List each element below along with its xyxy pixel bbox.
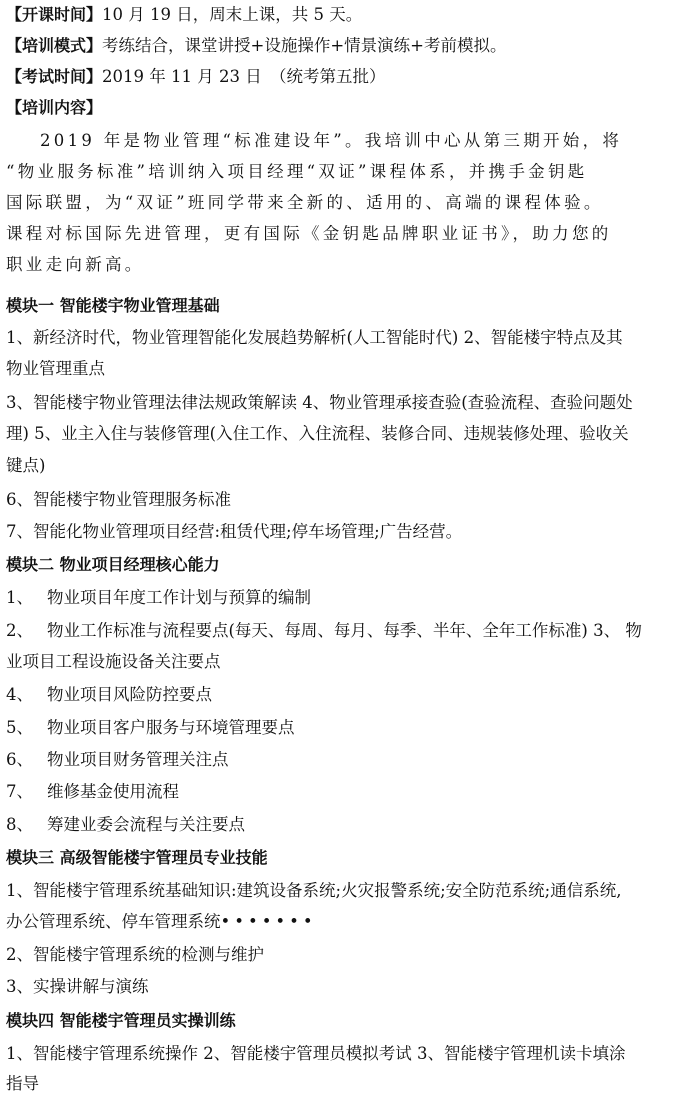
training-mode-row — [6, 35, 684, 57]
exam-time-label: 【考试时间】 — [6, 67, 103, 86]
ellipsis-dots: ••••••• — [220, 912, 317, 931]
module1-line: 7、智能化物业管理项目经营:租赁代理;停车场管理;广告经营。 — [6, 522, 463, 541]
item-text: 物业项目财务管理关注点 — [47, 750, 229, 769]
intro-line: 国际联盟，为“双证”班同学带来全新的、适用的、高端的课程体验。 — [6, 193, 604, 212]
module4-line: 指导 — [6, 1074, 39, 1093]
exam-time-row — [6, 66, 684, 88]
module2-item — [6, 684, 684, 706]
module2-item — [6, 781, 684, 803]
item-number: 2、 — [6, 621, 33, 640]
training-mode-label: 【培训模式】 — [6, 36, 103, 55]
item-text: 物业工作标准与流程要点(每天、每周、每月、每季、半年、全年工作标准) 3、 物 — [47, 621, 642, 640]
module1-line: 3、智能楼宇物业管理法律法规政策解读 4、物业管理承接查验(查验流程、查验问题处 — [6, 393, 633, 412]
training-content-row — [6, 97, 684, 119]
module1-line: 物业管理重点 — [6, 359, 105, 378]
start-time-label: 【开课时间】 — [6, 5, 103, 24]
module3-line: 1、智能楼宇管理系统基础知识:建筑设备系统;火灾报警系统;安全防范系统;通信系统, — [6, 881, 622, 900]
module2-item-continued: 业项目工程设施设备关注要点 — [6, 652, 221, 671]
module4-title: 模块四 智能楼宇管理员实操训练 — [6, 1011, 236, 1030]
item-text: 物业项目客户服务与环境管理要点 — [47, 718, 295, 737]
start-time-value: 10 月 19 日，周末上课，共 5 天。 — [102, 5, 363, 24]
module1-line: 6、智能楼宇物业管理服务标准 — [6, 490, 231, 509]
item-text: 维修基金使用流程 — [47, 782, 179, 801]
item-number: 4、 — [6, 685, 33, 704]
intro-line: 课程对标国际先进管理，更有国际《金钥匙品牌职业证书》，助力您的 — [6, 224, 612, 243]
training-content-label: 【培训内容】 — [6, 98, 103, 117]
module1-line: 1、新经济时代，物业管理智能化发展趋势解析(人工智能时代) 2、智能楼宇特点及其 — [6, 328, 623, 347]
module4-line: 1、智能楼宇管理系统操作 2、智能楼宇管理员模拟考试 3、智能楼宇管理机读卡填涂 — [6, 1044, 626, 1063]
item-number: 8、 — [6, 815, 33, 834]
module3-line-text: 办公管理系统、停车管理系统 — [6, 912, 221, 931]
item-number: 5、 — [6, 718, 33, 737]
module2-item — [6, 814, 684, 836]
item-text: 物业项目风险防控要点 — [47, 685, 212, 704]
module2-item — [6, 717, 684, 739]
intro-line: 2019 年是物业管理“标准建设年”。我培训中心从第三期开始，将 — [40, 131, 623, 150]
module2-item — [6, 749, 684, 771]
start-time-row — [6, 4, 684, 26]
module2-title: 模块二 物业项目经理核心能力 — [6, 555, 220, 574]
intro-paragraph — [6, 125, 686, 280]
item-text: 筹建业委会流程与关注要点 — [47, 815, 245, 834]
item-number: 7、 — [6, 782, 33, 801]
module3-line: 2、智能楼宇管理系统的检测与维护 — [6, 945, 264, 964]
item-number: 6、 — [6, 750, 33, 769]
module2-item — [6, 620, 684, 642]
module1-line: 理) 5、业主入住与装修管理(入住工作、入住流程、装修合同、违规装修处理、验收关 — [6, 424, 629, 443]
item-number: 1、 — [6, 588, 33, 607]
module2-item — [6, 587, 684, 609]
training-mode-value: 考练结合，课堂讲授+设施操作+情景演练+考前模拟。 — [102, 36, 507, 55]
module3-line — [6, 911, 684, 933]
intro-line: 职业走向新高。 — [6, 255, 145, 274]
module1-title: 模块一 智能楼宇物业管理基础 — [6, 296, 220, 315]
module3-line: 3、实操讲解与演练 — [6, 977, 149, 996]
item-text: 物业项目年度工作计划与预算的编制 — [47, 588, 311, 607]
module3-title: 模块三 高级智能楼宇管理员专业技能 — [6, 848, 268, 867]
exam-time-value: 2019 年 11 月 23 日 （统考第五批） — [102, 67, 386, 86]
intro-line: “物业服务标准”培训纳入项目经理“双证”课程体系，并携手金钥匙 — [6, 162, 588, 181]
module1-line: 键点) — [6, 456, 46, 475]
